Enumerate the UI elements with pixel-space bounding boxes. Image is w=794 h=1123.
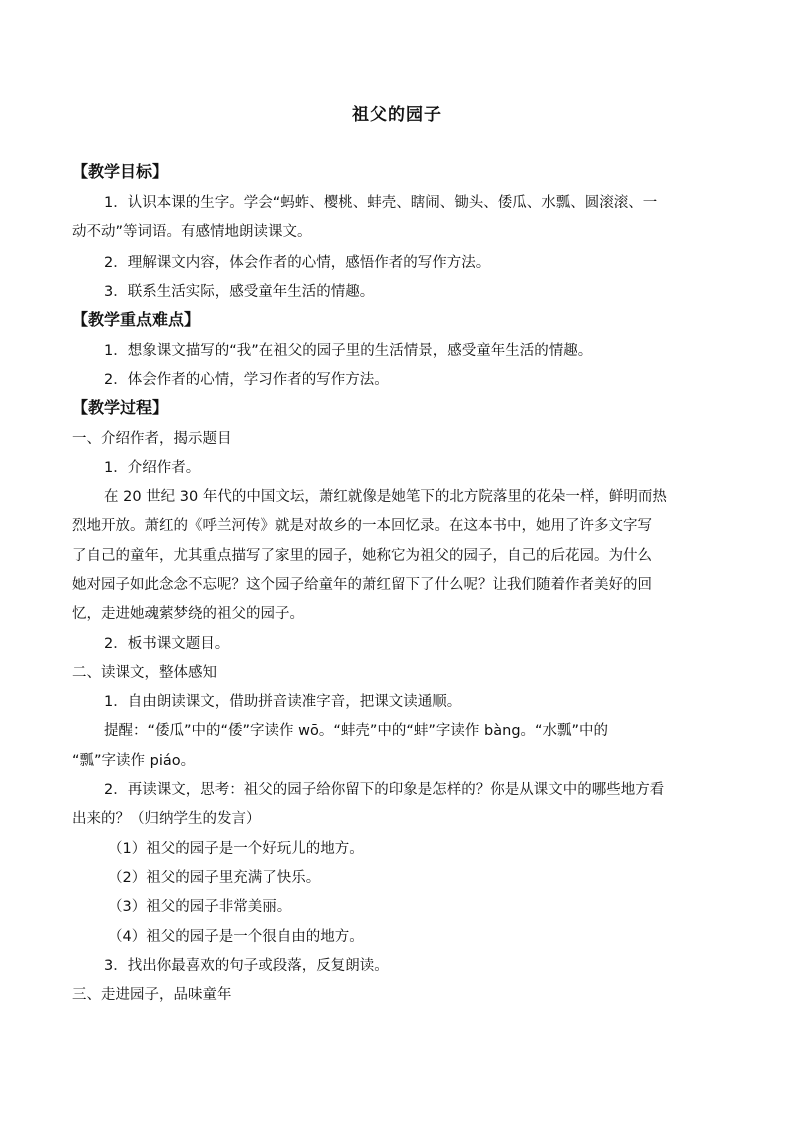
paragraph-line: 出来的？（归纳学生的发言） (72, 811, 261, 827)
list-item: （4）祖父的园子是一个很自由的地方。 (108, 929, 364, 945)
section-heading-key-points: 【教学重点难点】 (72, 310, 201, 329)
paragraph-line: 2．体会作者的心情，学习作者的写作方法。 (104, 372, 389, 388)
paragraph-line: “瓢”字读作 piáo。 (72, 753, 196, 769)
paragraph-line: 在 20 世纪 30 年代的中国文坛，萧红就像是她笔下的北方院落里的花朵一样，鲜明而热 (104, 489, 667, 505)
section-heading-objectives: 【教学目标】 (72, 162, 169, 181)
paragraph-line: 1．自由朗读课文，借助拼音读准字音，把课文读通顺。 (104, 694, 462, 710)
subsection-heading: 一、介绍作者，揭示题目 (72, 431, 232, 447)
paragraph-line: 烈地开放。萧红的《呼兰河传》就是对故乡的一本回忆录。在这本书中，她用了许多文字写 (72, 518, 652, 534)
subsection-heading: 三、走进园子，品味童年 (72, 987, 232, 1003)
paragraph-line: 动不动”等词语。有感情地朗读课文。 (72, 224, 312, 240)
paragraph-line: 提醒：“倭瓜”中的“倭”字读作 wō。“蚌壳”中的“蚌”字读作 bàng。“水瓢”中的 (104, 723, 609, 739)
paragraph-line: 1．想象课文描写的“我”在祖父的园子里的生活情景，感受童年生活的情趣。 (104, 343, 593, 359)
list-item: （3）祖父的园子非常美丽。 (108, 899, 292, 915)
paragraph-line: 了自己的童年，尤其重点描写了家里的园子，她称它为祖父的园子，自己的后花园。为什么 (72, 548, 652, 564)
paragraph-line: 2．再读课文，思考：祖父的园子给你留下的印象是怎样的？你是从课文中的哪些地方看 (104, 782, 665, 798)
paragraph-line: 忆，走进她魂萦梦绕的祖父的园子。 (72, 606, 304, 622)
paragraph-line: 2．理解课文内容，体会作者的心情，感悟作者的写作方法。 (104, 255, 491, 271)
list-item: （2）祖父的园子里充满了快乐。 (108, 870, 321, 886)
section-heading-process: 【教学过程】 (72, 398, 169, 417)
subsection-heading: 二、读课文，整体感知 (72, 665, 217, 681)
list-item: （1）祖父的园子是一个好玩儿的地方。 (108, 841, 364, 857)
paragraph-line: 3．找出你最喜欢的句子或段落，反复朗读。 (104, 958, 389, 974)
page-title: 祖父的园子 (352, 105, 442, 125)
paragraph-line: 1．认识本课的生字。学会“蚂蚱、樱桃、蚌壳、瞎闹、锄头、倭瓜、水瓢、圆滚滚、一 (104, 195, 658, 211)
paragraph-line: 3．联系生活实际，感受童年生活的情趣。 (104, 284, 375, 300)
paragraph-line: 她对园子如此念念不忘呢？这个园子给童年的萧红留下了什么呢？让我们随着作者美好的回 (72, 577, 652, 593)
paragraph-line: 1．介绍作者。 (104, 460, 201, 476)
paragraph-line: 2．板书课文题目。 (104, 636, 230, 652)
